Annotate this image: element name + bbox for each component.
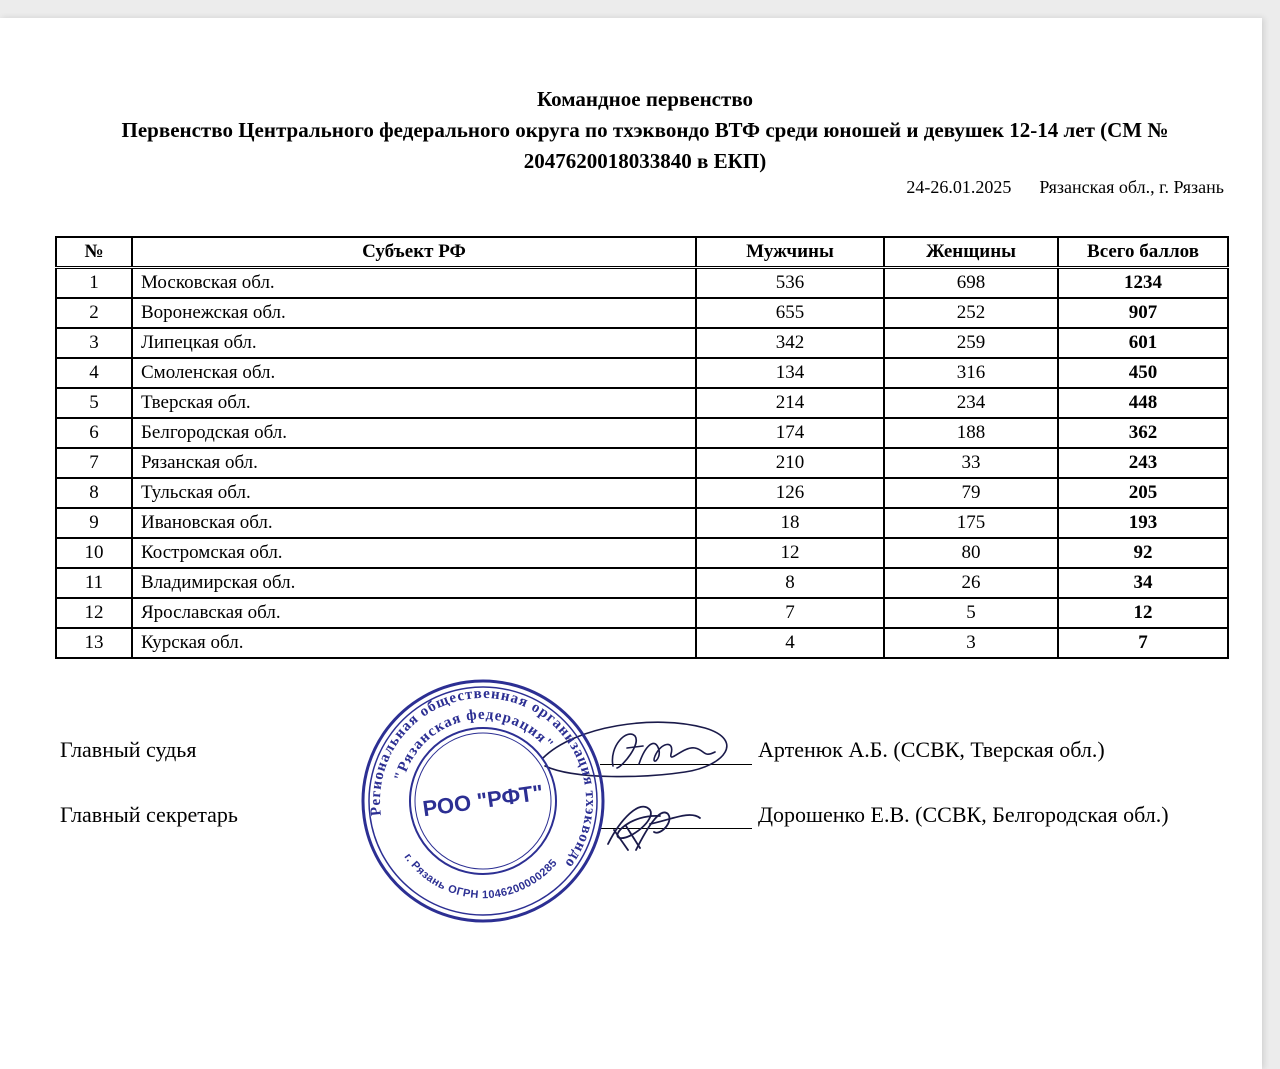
row-number: 11 [56, 568, 132, 598]
chief-secretary-name: Дорошенко Е.В. (ССВК, Белгородская обл.) [758, 802, 1169, 827]
row-men-points: 655 [696, 298, 884, 328]
table-row [56, 298, 1228, 328]
event-dates: 24-26.01.2025 [906, 177, 1012, 197]
row-total-points: 450 [1058, 358, 1228, 388]
chief-judge-name: Артенюк А.Б. (ССВК, Тверская обл.) [758, 737, 1105, 762]
table-row [56, 448, 1228, 478]
row-men-points: 134 [696, 358, 884, 388]
row-men-points: 4 [696, 628, 884, 658]
row-men-points: 536 [696, 268, 884, 299]
row-region: Московская обл. [132, 268, 696, 299]
row-men-points: 210 [696, 448, 884, 478]
row-number: 1 [56, 268, 132, 299]
row-number: 9 [56, 508, 132, 538]
stamp-bottom-text: г. Рязань ОГРН 1046200000285 [401, 851, 560, 902]
row-total-points: 601 [1058, 328, 1228, 358]
document-page [0, 18, 1262, 1069]
row-women-points: 188 [884, 418, 1058, 448]
chief-secretary-label: Главный секретарь [60, 802, 238, 827]
row-men-points: 18 [696, 508, 884, 538]
row-region: Воронежская обл. [132, 298, 696, 328]
row-total-points: 7 [1058, 628, 1228, 658]
row-region: Рязанская обл. [132, 448, 696, 478]
row-number: 5 [56, 388, 132, 418]
row-women-points: 33 [884, 448, 1058, 478]
table-row [56, 598, 1228, 628]
row-women-points: 698 [884, 268, 1058, 299]
document-header [40, 84, 1250, 177]
row-number: 10 [56, 538, 132, 568]
row-women-points: 80 [884, 538, 1058, 568]
row-total-points: 362 [1058, 418, 1228, 448]
row-men-points: 7 [696, 598, 884, 628]
column-header-men: Мужчины [696, 237, 884, 268]
column-header-total: Всего баллов [1058, 237, 1228, 268]
table-row [56, 508, 1228, 538]
row-women-points: 79 [884, 478, 1058, 508]
table-row [56, 568, 1228, 598]
stamp-center-text: РОО "РФТ" [421, 779, 545, 822]
column-header-women: Женщины [884, 237, 1058, 268]
row-number: 6 [56, 418, 132, 448]
table-row [56, 328, 1228, 358]
row-total-points: 205 [1058, 478, 1228, 508]
table-row [56, 268, 1228, 299]
table-row [56, 388, 1228, 418]
row-number: 2 [56, 298, 132, 328]
stamp-outer-text: Региональная общественная организация тхэквондо [367, 685, 599, 872]
row-region: Курская обл. [132, 628, 696, 658]
event-meta [878, 177, 1224, 198]
row-total-points: 907 [1058, 298, 1228, 328]
table-row [56, 478, 1228, 508]
row-total-points: 193 [1058, 508, 1228, 538]
row-region: Смоленская обл. [132, 358, 696, 388]
row-region: Ярославская обл. [132, 598, 696, 628]
table-row [56, 358, 1228, 388]
column-header-region: Субъект РФ [132, 237, 696, 268]
row-total-points: 92 [1058, 538, 1228, 568]
row-region: Тульская обл. [132, 478, 696, 508]
row-men-points: 174 [696, 418, 884, 448]
row-region: Владимирская обл. [132, 568, 696, 598]
row-total-points: 243 [1058, 448, 1228, 478]
row-women-points: 5 [884, 598, 1058, 628]
results-table [55, 236, 1229, 659]
row-women-points: 259 [884, 328, 1058, 358]
chief-judge-label: Главный судья [60, 737, 197, 762]
row-men-points: 126 [696, 478, 884, 508]
row-men-points: 8 [696, 568, 884, 598]
table-row [56, 628, 1228, 658]
row-total-points: 448 [1058, 388, 1228, 418]
row-men-points: 12 [696, 538, 884, 568]
row-women-points: 316 [884, 358, 1058, 388]
column-header-num: № [56, 237, 132, 268]
organization-stamp [358, 676, 608, 926]
row-total-points: 12 [1058, 598, 1228, 628]
row-number: 4 [56, 358, 132, 388]
row-region: Липецкая обл. [132, 328, 696, 358]
row-region: Костромская обл. [132, 538, 696, 568]
row-total-points: 1234 [1058, 268, 1228, 299]
chief-secretary-signature [590, 780, 760, 860]
row-total-points: 34 [1058, 568, 1228, 598]
row-women-points: 175 [884, 508, 1058, 538]
event-location: Рязанская обл., г. Рязань [1039, 177, 1224, 197]
row-women-points: 26 [884, 568, 1058, 598]
table-row [56, 418, 1228, 448]
row-region: Ивановская обл. [132, 508, 696, 538]
row-number: 8 [56, 478, 132, 508]
row-number: 13 [56, 628, 132, 658]
document-subtitle: Первенство Центрального федерального округа по тхэквондо ВТФ среди юношей и девушек 12-14 лет (СМ № 2047620018033840 в ЕКП) [121, 118, 1169, 173]
row-region: Тверская обл. [132, 388, 696, 418]
table-header-row [56, 237, 1228, 268]
row-women-points: 234 [884, 388, 1058, 418]
row-number: 3 [56, 328, 132, 358]
stamp-inner-text: "Рязанская федерация" [391, 706, 557, 783]
row-number: 12 [56, 598, 132, 628]
row-men-points: 342 [696, 328, 884, 358]
row-region: Белгородская обл. [132, 418, 696, 448]
row-men-points: 214 [696, 388, 884, 418]
table-row [56, 538, 1228, 568]
document-title: Командное первенство [536, 87, 754, 111]
row-women-points: 3 [884, 628, 1058, 658]
row-women-points: 252 [884, 298, 1058, 328]
row-number: 7 [56, 448, 132, 478]
